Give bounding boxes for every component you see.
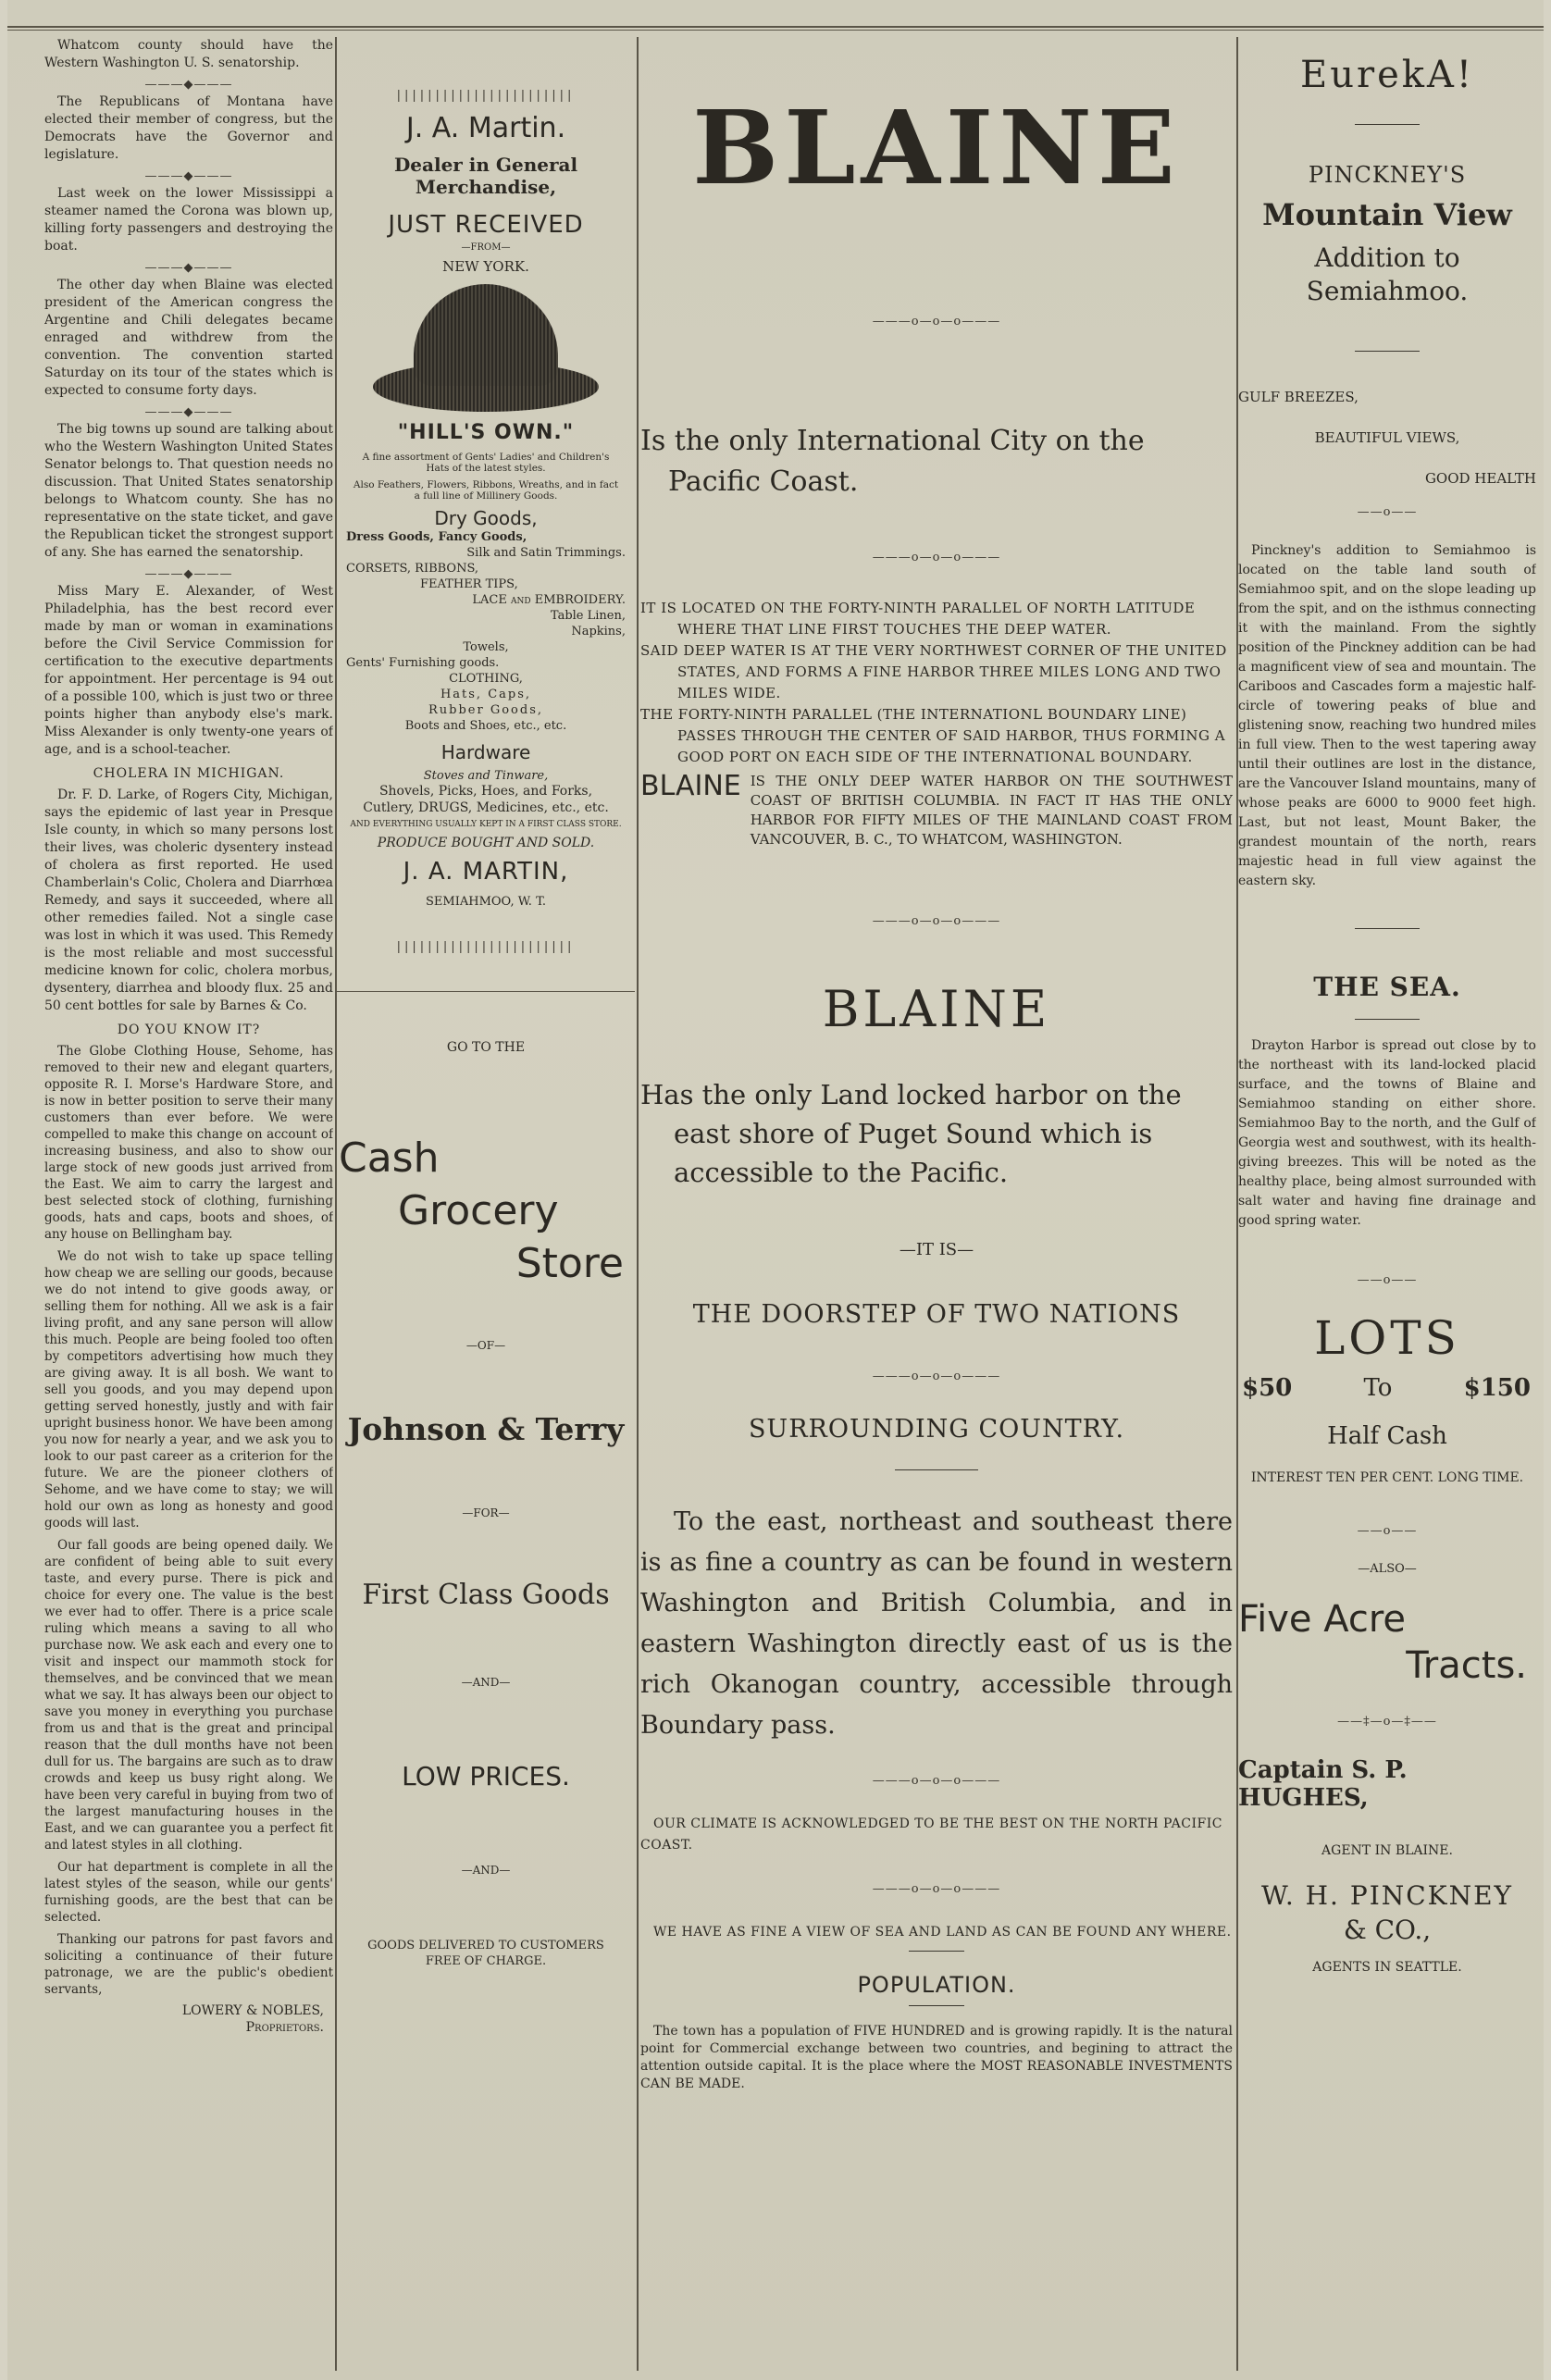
hat-crown — [414, 284, 558, 386]
ad-text: PRODUCE BOUGHT AND SOLD. — [377, 836, 595, 850]
ad-headline: Half Cash — [1327, 1422, 1447, 1450]
newspaper-page — [7, 0, 1544, 2380]
ad-text: AGENT IN BLAINE. — [1321, 1843, 1453, 1858]
short-rule — [1355, 351, 1420, 352]
section-heading: THE SEA. — [1313, 972, 1461, 1002]
caps-paragraph: IT IS LOCATED ON THE FORTY-NINTH PARALLEL OF NORTH LATITUDE WHERE THAT LINE FIRST TOUCHES THE DEEP WATER. — [640, 600, 1196, 638]
masthead-rule — [7, 4, 1544, 28]
dot-rule: ———o—o—o——— — [872, 1370, 1001, 1383]
section-heading: POPULATION. — [857, 1972, 1016, 1998]
ad-text: —FROM— — [461, 242, 511, 253]
news-item: The big towns up sound are talking about who the Western Washington United States Senator belongs to. That question needs no discussion. That United States senatorship belongs to Whatcom county. She has no representative on the state ticket, and gave the Republican ticket the strongest support of any. She has earned the senatorship. — [44, 422, 333, 560]
ad-text: —FOR— — [462, 1506, 510, 1519]
section-heading: DO YOU KNOW IT? — [117, 1023, 261, 1037]
ad-headline: Tracts. — [1406, 1644, 1527, 1687]
lede-text: Is the only International City on the Pacific Coast. — [640, 425, 1145, 498]
lots-heading: LOTS — [1314, 1311, 1460, 1365]
price-range — [1242, 1374, 1531, 1402]
dot-rule: ——o—— — [1357, 505, 1418, 519]
signature-title: Proprietors. — [245, 2020, 324, 2035]
short-rule — [895, 1469, 978, 1470]
body-text: Pinckney's addition to Semiahmoo is located on the table land south of Semiahmoo spit, and on the slope leading up from the spit, and on the isthmus connecting it with the mainland. From the sightly position of the Pinckney addition can be had a magnificent view of sea and mountain. The Cariboos and Cascades form a majestic half-circle of towering peaks of blue and glistening snow, reaching two hundred miles in full view. Then to the west tapering away until their outlines are lost in the distance, are the Vancouver Island mountains, many of whose peaks are 6000 to 9000 feet high. Last, but not least, Mount Baker, the grandest mountain of the north, rears majestic head in full view against the eastern sky. — [1238, 543, 1536, 888]
tick-border: ||||||||||||||||||||||| — [396, 940, 576, 954]
news-item: Last week on the lower Mississippi a steamer named the Corona was blown up, killing forty passengers and destroying the boat. — [44, 186, 333, 254]
tick-border: ||||||||||||||||||||||| — [396, 89, 576, 103]
eureka-title: EurekA! — [1300, 54, 1474, 96]
goods-line: FEATHER TIPS, — [420, 577, 518, 591]
lede-text: To the east, northeast and southeast there is as fine a country as can be found in western Washington and British Columbia, and in eastern Washington directly east of us is the rich Okanogan country, accessible through Boundary pass. — [640, 1507, 1233, 1740]
short-rule — [909, 1951, 964, 1952]
ad-text: NEW YORK. — [442, 258, 529, 275]
ad-text: Cutlery, DRUGS, Medicines, etc., etc. — [363, 800, 609, 815]
news-item: The other day when Blaine was elected president of the American congress the Argentine and Chili delegates became enraged and withdrew from the convention. The convention started Saturday on its tour of the states which is expected to consume forty days. — [44, 278, 333, 398]
ad-text: Also Feathers, Flowers, Ribbons, Wreaths, and in fact a full line of Millinery Goods. — [353, 479, 619, 502]
goods-line: Hats, Caps, — [440, 688, 532, 701]
body-text: Drayton Harbor is spread out close by to the northeast with its land-locked placid surface, and the towns of Blaine and Semiahmoo standing on either shore. Semiahmoo Bay to the north, and the Gulf of Georgia west and southwest, with its health-giving breezes. This will be noted as the healthy place, being almost surrounded with salt water and having fine drainage and good spring water. — [1238, 1038, 1536, 1228]
store-word: Store — [515, 1240, 624, 1287]
ad-text: Shovels, Picks, Hoes, and Forks, — [378, 784, 593, 799]
caps-paragraph-blaine — [640, 772, 1233, 849]
short-rule — [1355, 928, 1420, 929]
goods-line: Boots and Shoes, etc., etc. — [404, 719, 567, 733]
goods-line: Towels, — [463, 640, 509, 654]
news-item: We do not wish to take up space telling how cheap we are selling our goods, because we do not intend to give goods away, or selling them for nothing. All we ask is a fair living profit, and any sane person will allow this much. People are being fooled too often by competitors advertising how much they are giving away. It is all bosh. We want to sell you goods, and you may depend upon getting served honestly, justly and with fair upright business honor. We have been among you now for nearly a year, and we ask you to look to our past career as a criterion for the future. We are the pioneer clothers of Sehome, and we have come to stay; we will hold our own as long as honesty and good goods will last. — [44, 1249, 333, 1531]
hat-illustration — [366, 279, 606, 417]
merchant-tagline: Dealer in General Merchandise, — [393, 154, 578, 198]
blaine-inline: BLAINE — [640, 770, 741, 802]
goods-line: Dress Goods, Fancy Goods, — [346, 530, 527, 544]
pinckney-column — [1238, 37, 1536, 2371]
hat-brand: "HILL'S OWN." — [397, 421, 575, 444]
ad-headline: LOW PRICES. — [402, 1761, 570, 1791]
dash-rule: ———◆——— — [144, 567, 233, 581]
dot-rule: ——o—— — [1357, 1524, 1418, 1538]
dot-rule: ———o—o—o——— — [872, 914, 1001, 928]
caps-paragraph: OUR CLIMATE IS ACKNOWLEDGED TO BE THE BEST ON THE NORTH PACIFIC COAST. — [640, 1816, 1222, 1853]
goods-line: LACE and EMBROIDERY. — [472, 593, 626, 607]
column-rule — [637, 37, 639, 2371]
goods-line: CORSETS, RIBBONS, — [346, 562, 479, 576]
blaine-subtitle: BLAINE — [822, 980, 1051, 1038]
ad-divider — [337, 991, 635, 992]
caps-paragraph: SAID DEEP WATER IS AT THE VERY NORTHWEST CORNER OF THE UNITED STATES, AND FORMS A FINE HARBOR THREE MILES LONG AND TWO MILES WIDE. — [640, 642, 1227, 701]
ad-text: BEAUTIFUL VIEWS, — [1314, 429, 1460, 446]
ad-text: INTEREST TEN PER CENT. LONG TIME. — [1250, 1470, 1524, 1485]
ad-headline: PINCKNEY'S — [1308, 162, 1467, 188]
dash-rule: ———◆——— — [144, 78, 233, 92]
merchant-name: J. A. MARTIN, — [403, 858, 569, 886]
ad-text: —IT IS— — [899, 1240, 974, 1259]
news-item: The Globe Clothing House, Sehome, has removed to their new and elegant quarters, opposite R. I. Morse's Hardware Store, and is now in better position to serve their many customers than ever before. We were compelled to make this change on account of increasing business, and also to show our large stock of new goods just arrived from the East. We aim to carry the largest and best selected stock of clothing, furnishing goods, hats and caps, boots and shoes, of any house on Bellingham bay. — [44, 1044, 333, 1242]
short-rule — [1355, 124, 1420, 125]
goods-list — [337, 529, 635, 734]
merchant-name: Johnson & Terry — [347, 1411, 625, 1447]
news-item: Thanking our patrons for past favors and soliciting a continuance of their future patronage, we are the public's obedient servants, — [44, 1932, 333, 1997]
goods-line: Table Linen, — [550, 609, 626, 623]
dash-rule: ———◆——— — [144, 405, 233, 419]
section-heading: THE DOORSTEP OF TWO NATIONS — [692, 1300, 1181, 1329]
ad-headline: Mountain View — [1262, 197, 1512, 232]
dot-rule: ——‡—o—‡—— — [1337, 1715, 1437, 1729]
blaine-column — [640, 37, 1233, 2371]
dot-rule: ———o—o—o——— — [872, 315, 1001, 328]
goods-line: CLOTHING, — [449, 672, 523, 686]
ad-text: A fine assortment of Gents' Ladies' and Children's Hats of the latest styles. — [362, 452, 610, 474]
section-heading: SURROUNDING COUNTRY. — [748, 1415, 1125, 1444]
short-rule — [909, 2005, 964, 2006]
agent-name: W. H. PINCKNEY — [1260, 1880, 1514, 1911]
dot-rule: ——o—— — [1357, 1273, 1418, 1287]
merchant-name: J. A. Martin. — [405, 112, 566, 144]
ad-text: —AND— — [461, 1676, 511, 1689]
signature: LOWERY & NOBLES, — [181, 2003, 324, 2018]
lede-text: Has the only Land locked harbor on the east shore of Puget Sound which is accessible to the Pacific. — [640, 1079, 1182, 1188]
ad-text: SEMIAHMOO, W. T. — [426, 895, 546, 909]
dash-rule: ———◆——— — [144, 169, 233, 183]
ad-text: AGENTS IN SEATTLE. — [1312, 1960, 1462, 1975]
store-word: Grocery — [398, 1187, 559, 1234]
agent-name: Captain S. P. HUGHES, — [1238, 1756, 1408, 1812]
goods-line: Rubber Goods, — [428, 703, 543, 717]
ad-text: Stoves and Tinware, — [423, 769, 549, 783]
news-item: Miss Mary E. Alexander, of West Philadelphia, has the best record ever made by man or woman in examinations before the Civil Service Commission for certification to the executive departments for appointment. Her percentage is 94 out of a possible 100, which is just two or three points higher than anybody else's mark. Miss Alexander is only twenty-one years of age, and is a school-teacher. — [44, 584, 333, 757]
caps-paragraph: THE FORTY-NINTH PARALLEL (THE INTERNATIONL BOUNDARY LINE) PASSES THROUGH THE CENTER OF SAID HARBOR, THUS FORMING A GOOD PORT ON EACH SIDE OF THE INTERNATIONAL BOUNDARY. — [640, 706, 1226, 765]
ad-headline: JUST RECEIVED — [388, 211, 584, 239]
price-high: $150 — [1463, 1374, 1531, 1402]
ad-headline: Hardware — [440, 741, 531, 763]
dash-rule: ———◆——— — [144, 261, 233, 275]
ad-headline: First Class Goods — [362, 1579, 610, 1611]
ad-headline: Addition to Semiahmoo. — [1306, 242, 1469, 306]
blaine-title: BLAINE — [692, 88, 1181, 207]
ad-text: GOODS DELIVERED TO CUSTOMERS FREE OF CHARGE. — [367, 1939, 604, 1968]
news-column — [44, 37, 333, 2371]
ad-text: AND EVERYTHING USUALLY KEPT IN A FIRST CLASS STORE. — [350, 820, 622, 829]
price-low: $50 — [1242, 1374, 1293, 1402]
news-item: Whatcom county should have the Western Washington U. S. senatorship. — [44, 38, 333, 70]
dot-rule: ———o—o—o——— — [872, 1774, 1001, 1788]
ad-headline: Dry Goods, — [434, 507, 538, 529]
ads-column — [337, 37, 635, 2371]
caps-paragraph: WE HAVE AS FINE A VIEW OF SEA AND LAND AS CAN BE FOUND ANY WHERE. — [653, 1925, 1232, 1940]
goods-line: Gents' Furnishing goods. — [346, 656, 500, 670]
masthead-rule-thin — [7, 30, 1544, 31]
news-item: Dr. F. D. Larke, of Rogers City, Michigan, says the epidemic of last year in Presque Isle county, in which so many persons lost their lives, was choleric dysentery instead of cholera as first reported. He used Chamberlain's Colic, Cholera and Diarrhœa Remedy, and says it succeeded, where all other remedies failed. Not a single case was lost in which it was used. This Remedy is the most reliable and most successful medicine known for colic, cholera morbus, dysentery, diarrhea and bloody flux. 25 and 50 cent bottles for sale by Barnes & Co. — [44, 787, 333, 1013]
body-text: The town has a population of FIVE HUNDRED and is growing rapidly. It is the natural point for Commercial exchange between two countries, and begining to attract the attention outside capital. It is the place where the MOST REASONABLE INVESTMENTS CAN BE MADE. — [640, 2024, 1233, 2091]
ad-text: —OF— — [465, 1339, 506, 1352]
caps-text: IS THE ONLY DEEP WATER HARBOR ON THE SOUTHWEST COAST OF BRITISH COLUMBIA. IN FACT IT HAS THE ONLY HARBOR FOR FIFTY MILES OF THE MAINLAND COAST FROM VANCOUVER, B. C., TO WHATCOM, WASHINGTON. — [750, 773, 1233, 848]
agent-name: & CO., — [1343, 1915, 1432, 1945]
ad-text: GO TO THE — [446, 1040, 526, 1055]
store-word: Cash — [339, 1134, 440, 1182]
ad-text: —AND— — [461, 1864, 511, 1877]
ad-text: GOOD HEALTH — [1424, 470, 1536, 487]
news-item: The Republicans of Montana have elected their member of congress, but the Democrats have the Governor and legislature. — [44, 94, 333, 162]
ad-text: GULF BREEZES, — [1238, 389, 1359, 405]
ad-headline: Five Acre — [1238, 1598, 1407, 1641]
ad-text: —ALSO— — [1358, 1562, 1417, 1576]
price-to: To — [1363, 1374, 1393, 1402]
section-heading: CHOLERA IN MICHIGAN. — [93, 766, 285, 781]
goods-line: Silk and Satin Trimmings. — [466, 546, 626, 560]
short-rule — [1355, 1019, 1420, 1020]
dot-rule: ———o—o—o——— — [872, 551, 1001, 564]
goods-line: Napkins, — [571, 625, 626, 638]
dot-rule: ———o—o—o——— — [872, 1882, 1001, 1896]
news-item: Our hat department is complete in all the latest styles of the season, while our gents' furnishing goods, are the best that can be selected. — [44, 1860, 333, 1925]
news-item: Our fall goods are being opened daily. We are confident of being able to suit every taste, and every purse. There is pick and choice for every one. The value is the best we ever had to offer. There is a price scale ruling which means a saving to all who purchase now. We ask each and every one to visit and inspect our mammoth stock for themselves, and be convinced that we mean what we say. It has always been our object to save you money in everything you purchase from us and that is the great and principal reason that the dull months have not been dull for us. The bargains are such as to draw crowds and keep us busy right along. We have been very careful in buying from two of the largest manufacturing houses in the East, and we can guarantee you a perfect fit and latest styles in all clothing. — [44, 1538, 333, 1853]
